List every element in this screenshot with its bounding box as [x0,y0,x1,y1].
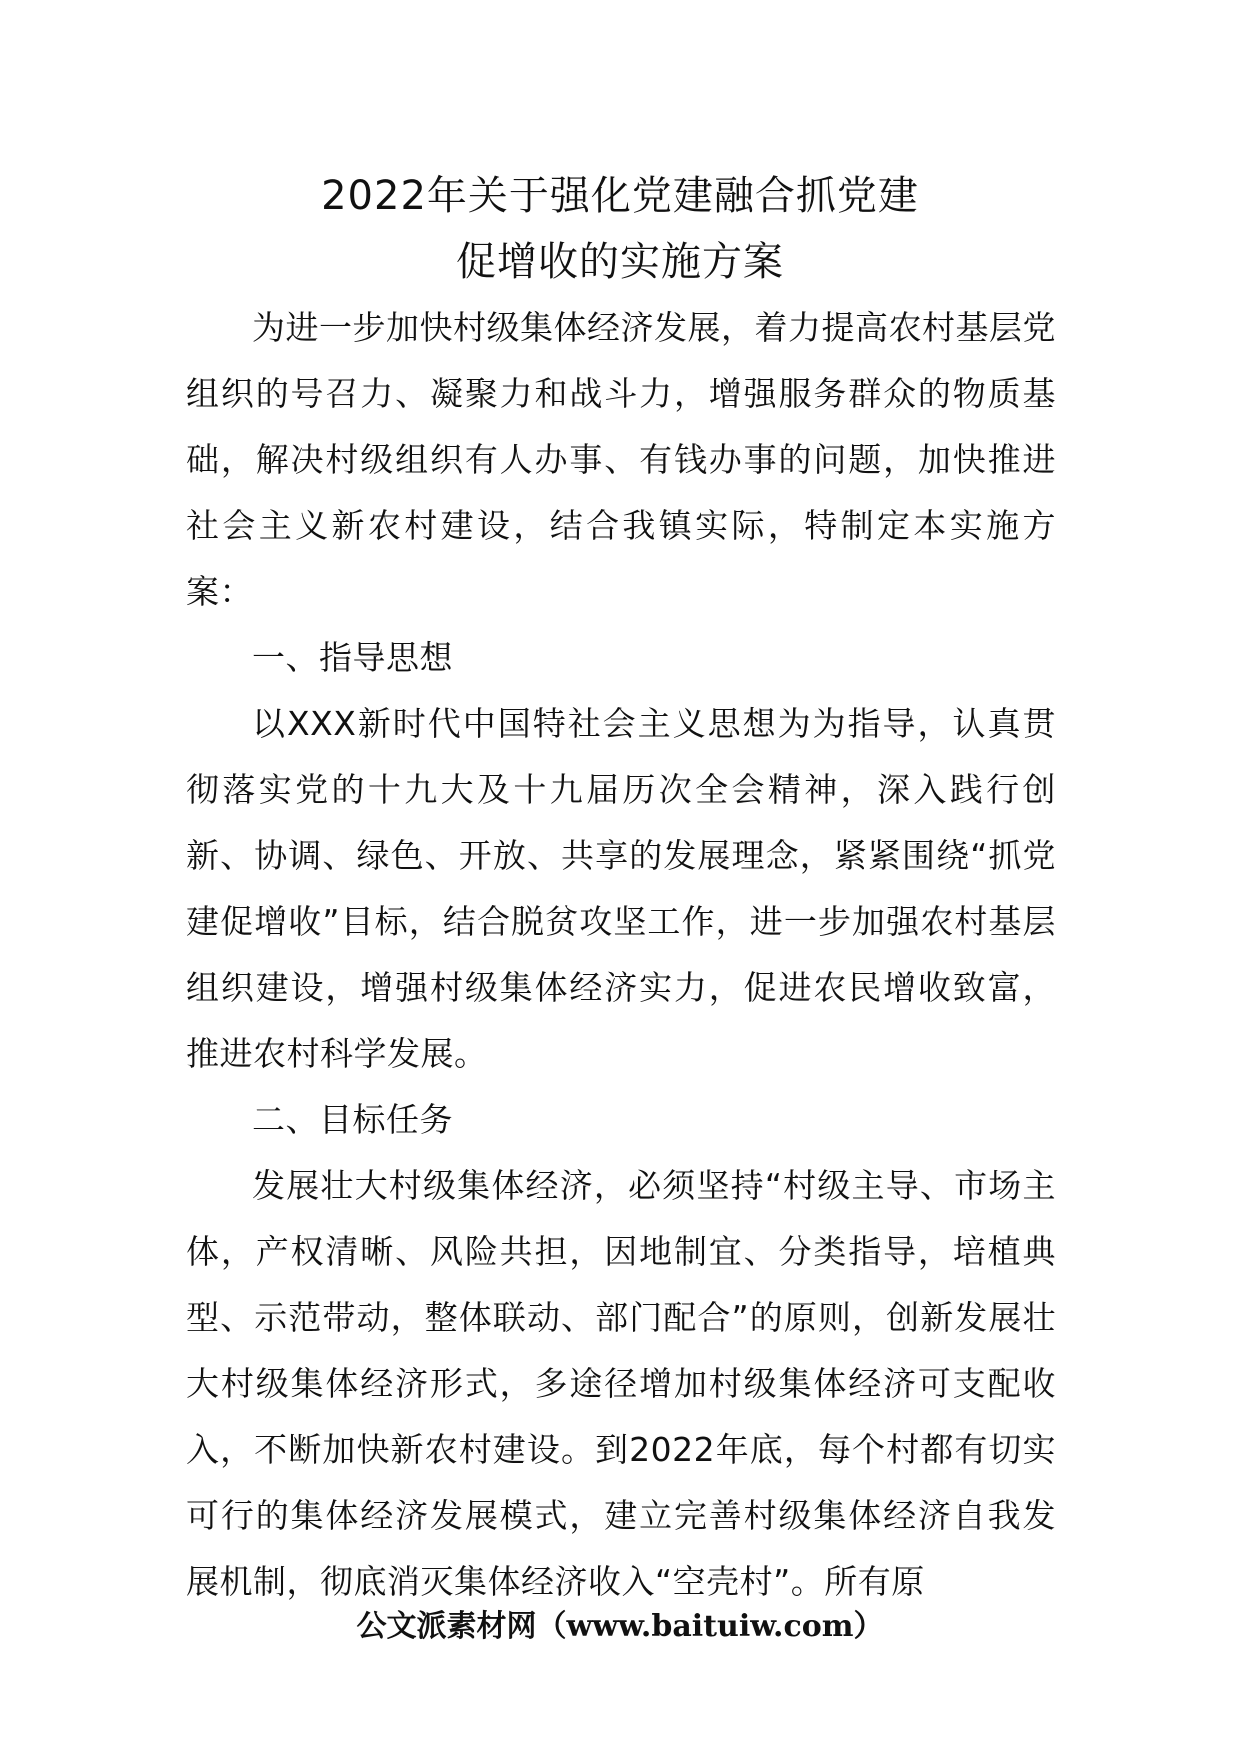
section-heading-guiding-thought: 一、指导思想 [252,638,453,677]
section-paragraph-guiding-thought: 以XXX新时代中国特社会主义思想为为指导，认真贯彻落实党的十九大及十九届历次全会精神，深入践行创新、协调、绿色、开放、共享的发展理念，紧紧围绕“抓党建促增收”目标，结合脱贫攻坚工作，进一步加强农村基层组织建设，增强村级集体经济实力，促进农民增收致富，推进农村科学发展。 [186,704,1056,1073]
intro-paragraph: 为进一步加快村级集体经济发展，着力提高农村基层党组织的号召力、凝聚力和战斗力，增强服务群众的物质基础，解决村级组织有人办事、有钱办事的问题，加快推进社会主义新农村建设，结合我镇实际，特制定本实施方案： [186,308,1056,611]
section-paragraph-goals-tasks: 发展壮大村级集体经济，必须坚持“村级主导、市场主体，产权清晰、风险共担，因地制宜、分类指导，培植典型、示范带动，整体联动、部门配合”的原则，创新发展壮大村级集体经济形式，多途径增加村级集体经济可支配收入，不断加快新农村建设。到2022年底，每个村都有切实可行的集体经济发展模式，建立完善村级集体经济自我发展机制，彻底消灭集体经济收入“空壳村”。所有原 [186,1166,1056,1601]
document-title-line-1: 2022年关于强化党建融合抓党建 [321,173,919,219]
footer-watermark-text: 公文派素材网（www.baituiw.com） [356,1609,884,1644]
document-body [186,295,1056,1615]
document-title-line-2: 促增收的实施方案 [456,239,784,285]
section-heading-goals-tasks: 二、目标任务 [252,1100,453,1139]
